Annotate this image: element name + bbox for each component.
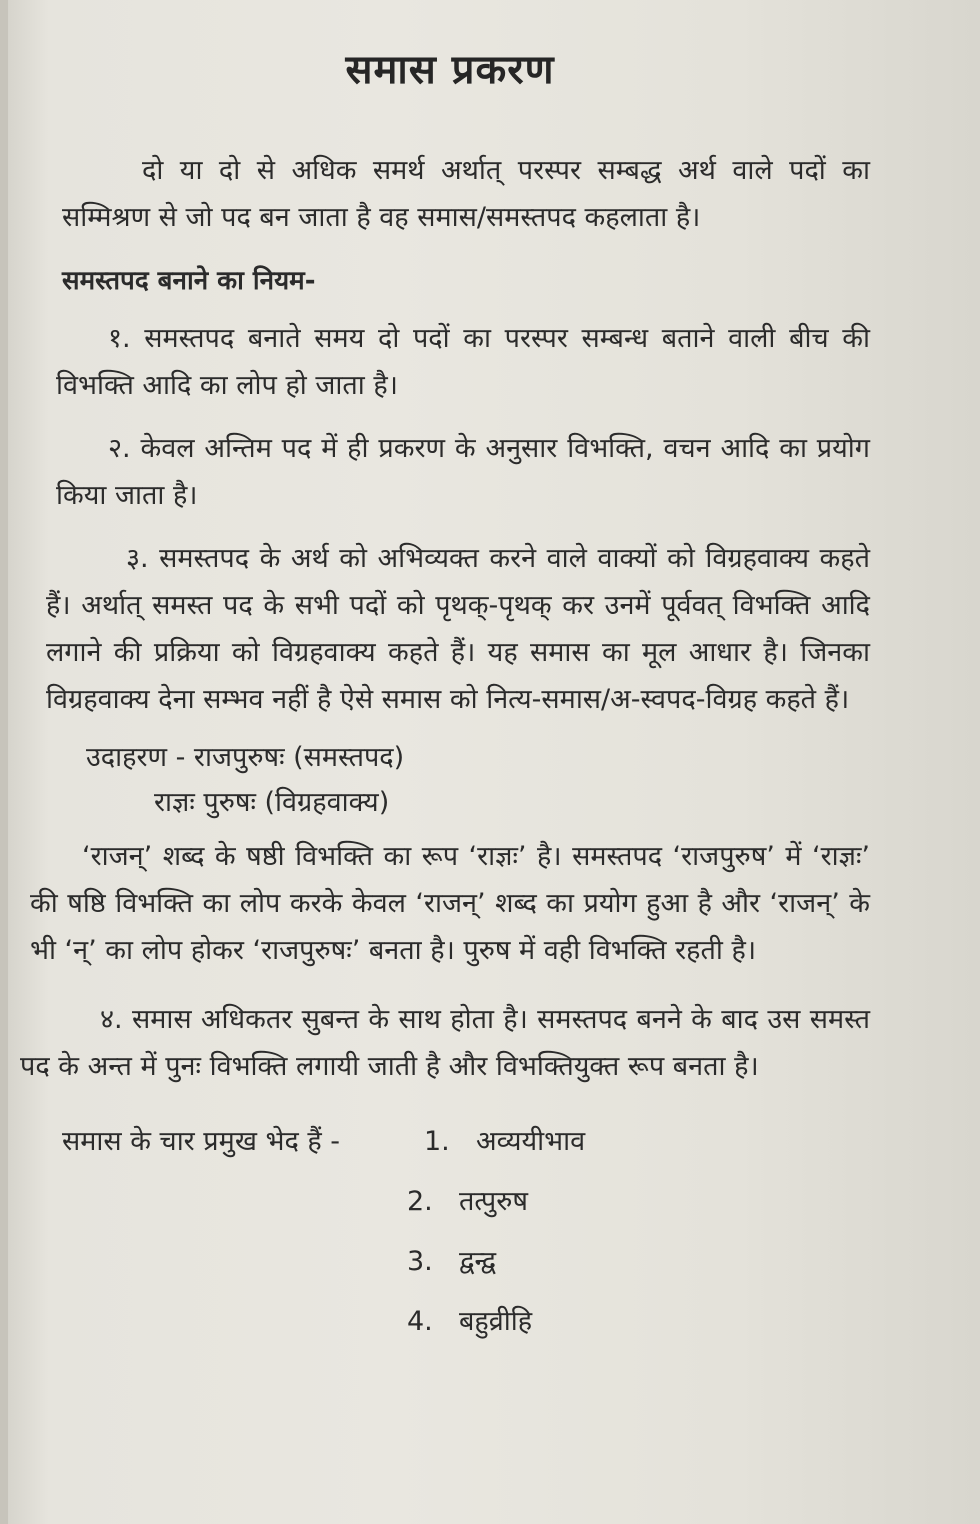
type-item: 3. द्वन्द्व [407,1246,497,1277]
page-content [20,40,870,1352]
explanation-paragraph: ‘राजन्’ शब्द के षष्ठी विभक्ति का रूप ‘राज्ञः’ है। समस्तपद ‘राजपुरुष’ में ‘राज्ञः’ की षष्ठि विभक्ति का लोप करके केवल ‘राजन्’ शब्द का प्रयोग हुआ है और ‘राजन्’ के भी ‘न्’ का लोप होकर ‘राजपुरुषः’ बनता है। पुरुष में वही विभक्ति रहती है। [30,841,870,966]
rule-1: १. समस्तपद बनाते समय दो पदों का परस्पर सम्बन्ध बताने वाली बीच की विभक्ति आदि का लोप हो जाता है। [56,323,870,401]
rule-4: ४. समास अधिकतर सुबन्त के साथ होता है। समस्तपद बनने के बाद उस समस्त पद के अन्त में पुनः विभक्ति लगायी जाती है और विभक्तियुक्त रूप बनता है। [20,1004,870,1082]
type-item: 4. बहुव्रीहि [407,1306,533,1337]
page-binding-edge [0,0,8,1524]
intro-paragraph: दो या दो से अधिक समर्थ अर्थात् परस्पर सम्बद्ध अर्थ वाले पदों का सम्मिश्रण से जो पद बन जाता है वह समास/समस्तपद कहलाता है। [62,155,870,233]
rules-heading: समस्तपद बनाने का नियम- [62,266,316,296]
page-title: समास प्रकरण [345,47,555,93]
example-compound: उदाहरण - राजपुरुषः (समस्तपद) [86,742,405,773]
type-item: 1. अव्ययीभाव [424,1126,586,1157]
type-item: 2. तत्पुरुष [407,1186,528,1217]
rule-2: २. केवल अन्तिम पद में ही प्रकरण के अनुसार विभक्ति, वचन आदि का प्रयोग किया जाता है। [56,433,870,511]
samas-types-list [62,1112,870,1352]
rule-3: ३. समस्तपद के अर्थ को अभिव्यक्त करने वाले वाक्यों को विग्रहवाक्य कहते हैं। अर्थात् समस्त पद के सभी पदों को पृथक्-पृथक् कर उनमें पूर्ववत् विभक्ति आदि लगाने की प्रक्रिया को विग्रहवाक्य कहते हैं। यह समास का मूल आधार है। जिनका विग्रहवाक्य देना सम्भव नहीं है ऐसे समास को नित्य-समास/अ-स्वपद-विग्रह कहते हैं। [46,543,870,715]
example-breakdown: राज्ञः पुरुषः (विग्रहवाक्य) [154,787,390,818]
types-label: समास के चार प्रमुख भेद हैं - [62,1126,341,1157]
